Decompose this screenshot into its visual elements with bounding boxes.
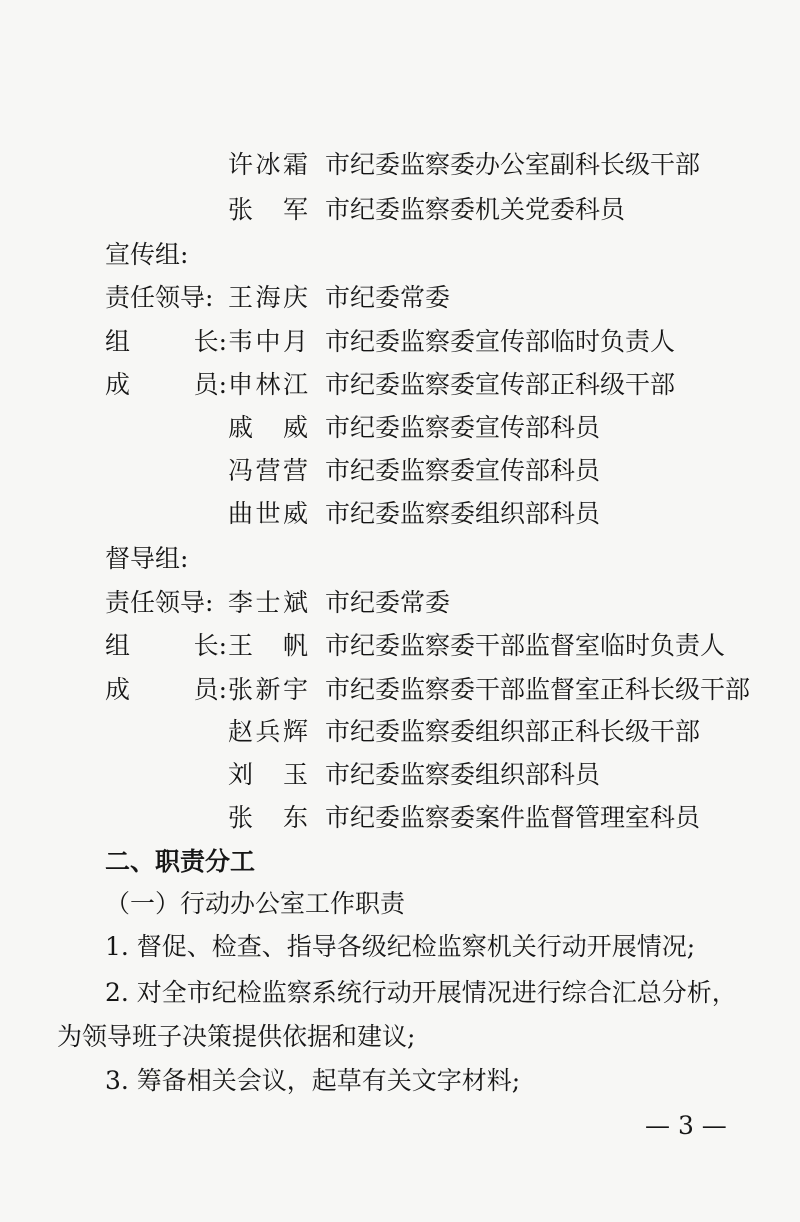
- member-duty: 市纪委监察委宣传部科员: [325, 413, 601, 442]
- member-name: 张 军: [228, 195, 308, 224]
- section-title: 二、职责分工: [105, 847, 256, 876]
- duty-item-3: 3. 筹备相关会议，起草有关文字材料;: [105, 1066, 521, 1095]
- leader-label: [105, 283, 227, 313]
- member-duty: 市纪委监察委办公室副科长级干部: [325, 150, 701, 179]
- page-number: — 3 —: [645, 1111, 727, 1140]
- member-duty: 市纪委监察委组织部科员: [325, 760, 601, 789]
- member-label: [105, 675, 227, 705]
- duty-item-1: 1. 督促、检查、指导各级纪检监察机关行动开展情况;: [105, 932, 696, 961]
- leader-label: [105, 588, 227, 618]
- head-label-b: 长:: [193, 631, 227, 660]
- leader-label-text: 责任领导:: [105, 283, 214, 312]
- leader-name: 王海庆: [228, 283, 308, 312]
- member-name: 申林江: [228, 370, 308, 399]
- member-name: 曲世威: [228, 499, 308, 528]
- head-label-a: 组: [105, 631, 131, 660]
- member-name: 冯营营: [228, 456, 308, 485]
- head-name: 韦中月: [228, 327, 308, 356]
- member-name: 许冰霜: [228, 150, 308, 179]
- member-label-b: 员:: [193, 370, 227, 399]
- subsection-title: （一）行动办公室工作职责: [105, 889, 406, 918]
- member-duty: 市纪委监察委宣传部科员: [325, 456, 601, 485]
- head-name: 王 帆: [228, 631, 308, 660]
- member-duty: 市纪委监察委案件监督管理室科员: [325, 803, 701, 832]
- member-name: 张新宇: [228, 675, 308, 704]
- member-name: 刘 玉: [228, 760, 308, 789]
- duty-item-2-line-1: 2. 对全市纪检监察系统行动开展情况进行综合汇总分析，: [105, 978, 737, 1007]
- head-label: [105, 631, 227, 661]
- member-label-b: 员:: [193, 675, 227, 704]
- member-name: 戚 威: [228, 413, 308, 442]
- leader-name: 李士斌: [228, 588, 308, 617]
- leader-label-text: 责任领导:: [105, 588, 214, 617]
- member-label-a: 成: [105, 370, 131, 399]
- leader-duty: 市纪委常委: [325, 588, 451, 617]
- group-title-publicity: 宣传组:: [105, 240, 189, 269]
- member-name: 赵兵辉: [228, 717, 308, 746]
- group-title-supervision: 督导组:: [105, 544, 189, 573]
- member-duty: 市纪委监察委机关党委科员: [325, 195, 626, 224]
- member-duty: 市纪委监察委组织部正科长级干部: [325, 717, 701, 746]
- member-label: [105, 370, 227, 400]
- member-label-a: 成: [105, 675, 131, 704]
- head-duty: 市纪委监察委宣传部临时负责人: [325, 327, 676, 356]
- duty-item-2-line-2: 为领导班子决策提供依据和建议;: [57, 1022, 416, 1051]
- member-duty: 市纪委监察委干部监督室正科长级干部: [325, 675, 751, 704]
- head-label-b: 长:: [193, 327, 227, 356]
- leader-duty: 市纪委常委: [325, 283, 451, 312]
- head-label-a: 组: [105, 327, 131, 356]
- head-duty: 市纪委监察委干部监督室临时负责人: [325, 631, 726, 660]
- member-duty: 市纪委监察委组织部科员: [325, 499, 601, 528]
- member-duty: 市纪委监察委宣传部正科级干部: [325, 370, 676, 399]
- head-label: [105, 327, 227, 357]
- member-name: 张 东: [228, 803, 308, 832]
